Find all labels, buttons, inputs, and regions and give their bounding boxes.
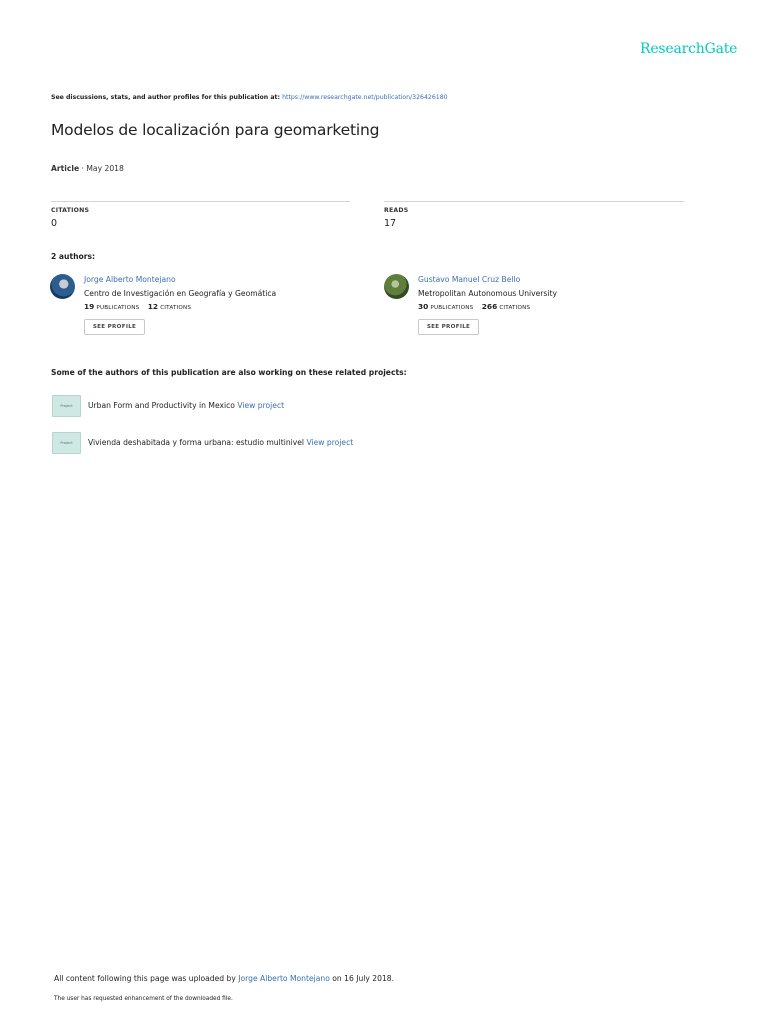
reads-value: 17 [384,218,397,229]
uploader-link[interactable]: Jorge Alberto Montejano [238,974,330,983]
project-title: Urban Form and Productivity in Mexico [88,401,238,410]
author-name-link[interactable]: Jorge Alberto Montejano [84,275,176,284]
citations-label: CITATIONS [51,207,90,214]
divider-citations [51,201,350,202]
divider-reads [384,201,684,202]
citations-count: 266 [481,302,498,311]
publications-label: PUBLICATIONS [96,305,140,311]
citations-value: 0 [51,218,58,229]
author-avatar[interactable] [384,274,409,299]
enhancement-notice: The user has requested enhancement of the downloaded file. [54,996,233,1002]
article-date: · May 2018 [81,164,124,173]
author-name-link[interactable]: Gustavo Manuel Cruz Bello [418,275,521,284]
upload-prefix: All content following this page was uploaded by [54,974,239,983]
upload-notice [54,974,394,983]
project-item [88,438,353,447]
reads-label: READS [384,207,409,214]
project-thumbnail[interactable]: Project [52,395,81,417]
discussions-text: See discussions, stats, and author profiles for this publication at: [51,94,283,101]
discussions-line [51,94,448,101]
publication-url-link[interactable]: https://www.researchgate.net/publication/326426180 [282,94,448,101]
page-title: Modelos de localización para geomarketing [51,121,380,139]
researchgate-logo[interactable]: ResearchGate [640,41,738,57]
author-stats [84,302,191,311]
see-profile-button[interactable]: SEE PROFILE [84,319,145,335]
author-institution: Metropolitan Autonomous University [418,289,557,298]
see-profile-button[interactable]: SEE PROFILE [418,319,479,335]
publications-count: 30 [418,302,429,311]
project-title: Vivienda deshabitada y forma urbana: estudio multinivel [88,438,307,447]
author-stats [418,302,530,311]
citations-count: 12 [147,302,159,311]
view-project-link[interactable]: View project [306,438,354,447]
project-thumbnail[interactable]: Project [52,432,81,454]
view-project-link[interactable]: View project [237,401,285,410]
projects-heading: Some of the authors of this publication are also working on these related projects: [51,368,407,377]
upload-suffix: on 16 July 2018. [329,974,395,983]
publications-count: 19 [84,302,95,311]
article-meta [51,164,124,173]
citations-label: CITATIONS [160,305,192,311]
authors-heading: 2 authors: [51,252,96,261]
citations-label: CITATIONS [499,305,531,311]
author-institution: Centro de Investigación en Geografía y Geomática [84,289,277,298]
project-item [88,401,284,410]
article-type: Article [51,164,80,173]
publications-label: PUBLICATIONS [430,305,474,311]
author-avatar[interactable] [50,274,75,299]
